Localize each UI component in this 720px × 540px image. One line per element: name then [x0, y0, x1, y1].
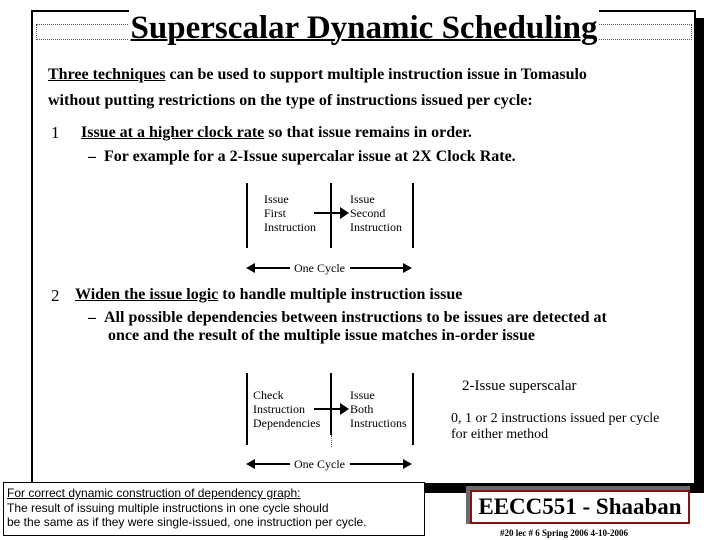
diagram-1-left-boundary [246, 183, 248, 248]
item-2-heading [75, 286, 462, 304]
slide-frame-shadow [696, 18, 704, 493]
diagram-1-middle-boundary [330, 183, 332, 248]
slide-footer: #20 lec # 6 Spring 2006 4-10-2006 [500, 528, 628, 538]
note-line-2: The result of issuing multiple instructions in one cycle should [7, 500, 329, 515]
arrow-right-icon [403, 263, 412, 273]
item-2-sub-line-2: once and the result of the multiple issue matches in-order issue [108, 327, 535, 344]
note-line-1: For correct dynamic construction of dependency graph: [7, 486, 301, 500]
slide-title [36, 10, 692, 47]
diagram-1-left-label: Issue First Instruction [264, 192, 316, 234]
item-1-sub-text: For example for a 2-Issue supercalar issue at 2X Clock Rate. [104, 148, 516, 165]
item-1-heading-underlined: Issue at a higher clock rate [81, 124, 265, 141]
item-2-heading-rest: to handle multiple instruction issue [218, 286, 463, 303]
diagram-1-arrow [314, 212, 342, 214]
cycle-2-arrow-left-line [254, 463, 290, 465]
diagram-2-left-boundary [246, 373, 248, 445]
diagram-2-cycle-label: One Cycle [294, 457, 345, 471]
arrow-right-icon [340, 403, 349, 415]
diagram-2-right-label: Issue Both Instructions [350, 388, 407, 430]
arrow-right-icon [340, 207, 349, 219]
cycle-arrow-right-line [350, 267, 404, 269]
superscalar-title: 2-Issue superscalar [462, 378, 577, 394]
item-2-number: 2 [51, 286, 60, 305]
intro-underlined: Three techniques [48, 66, 166, 83]
diagram-2-arrow [314, 408, 342, 410]
item-1-dash: – [88, 148, 96, 165]
slide-title-text: Superscalar Dynamic Scheduling [130, 10, 598, 46]
intro-rest: can be used to support multiple instruction issue in Tomasulo [165, 66, 587, 83]
superscalar-note [451, 411, 659, 443]
item-2-sub-text: All possible dependencies between instructions to be issues are detected at [104, 309, 607, 326]
diagram-2-middle-boundary [330, 373, 332, 435]
item-1-heading [81, 124, 472, 142]
item-2-heading-underlined: Widen the issue logic [75, 286, 219, 303]
dependency-note-box [3, 482, 425, 536]
cycle-arrow-left-line [254, 267, 290, 269]
item-2-sub-line-1 [88, 309, 607, 327]
course-badge: EECC551 - Shaaban [470, 490, 690, 524]
note-line-3: be the same as if they were single-issued, one instruction per cycle. [7, 515, 367, 529]
diagram-2-middle-dotted [331, 435, 332, 447]
item-1-number: 1 [51, 123, 60, 142]
intro-line-2: without putting restrictions on the type of instructions issued per cycle: [48, 92, 533, 109]
diagram-2-right-boundary [412, 373, 414, 445]
intro-line-1 [48, 66, 587, 84]
diagram-1-cycle-label: One Cycle [294, 261, 345, 275]
diagram-2-left-label: Check Instruction Dependencies [253, 388, 321, 430]
cycle-2-arrow-right-line [350, 463, 404, 465]
arrow-right-icon [403, 459, 412, 469]
superscalar-note-line-1: 0, 1 or 2 instructions issued per cycle [451, 411, 660, 426]
diagram-1-right-label: Issue Second Instruction [350, 192, 402, 234]
item-2-dash: – [88, 309, 96, 326]
superscalar-note-line-2: for either method [451, 427, 549, 442]
item-1-sub [88, 148, 516, 166]
diagram-1-right-boundary [412, 183, 414, 248]
item-1-heading-rest: so that issue remains in order. [264, 124, 472, 141]
